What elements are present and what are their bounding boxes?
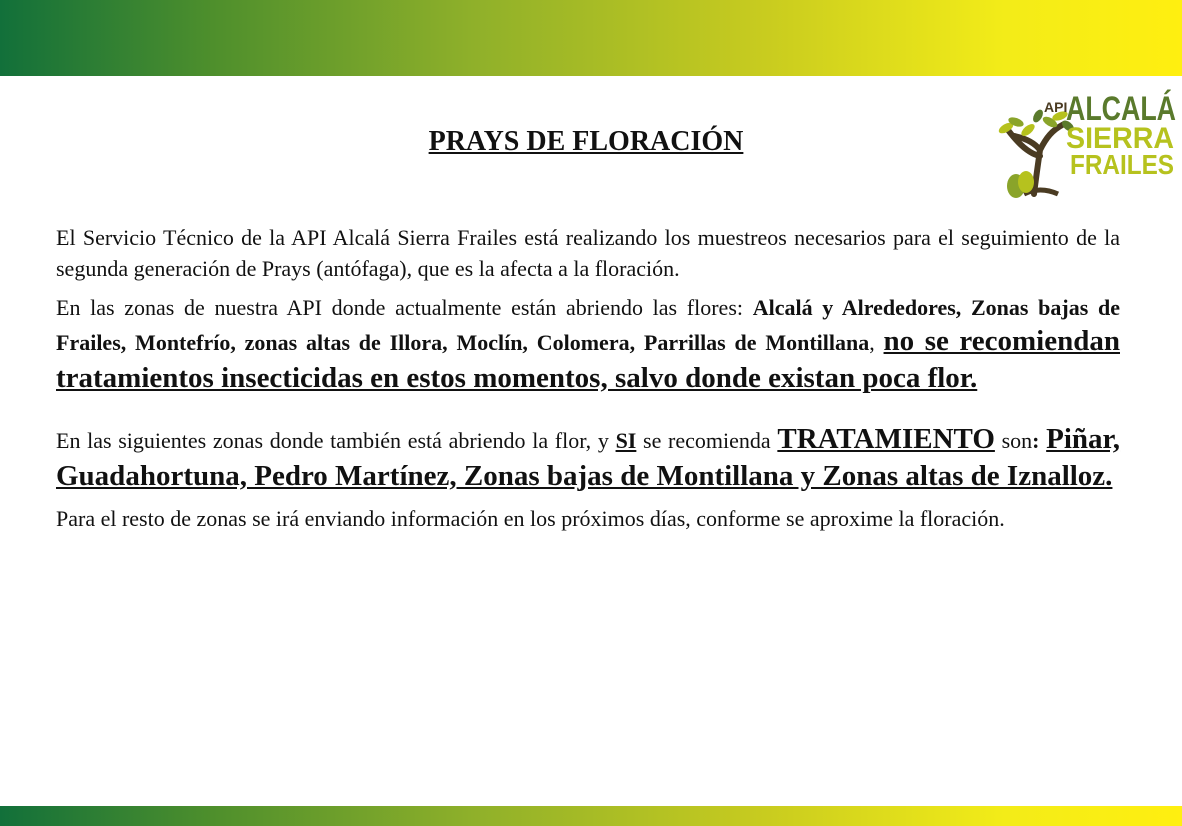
top-gradient-band <box>0 0 1182 76</box>
no-treatment-zones: Alcalá y Alrededores, Zonas bajas de Frailes, Montefrío, zonas altas de Illora, Moclín, Colomera, Parrillas de Montillana <box>56 295 1120 355</box>
no-treatment-intro: En las zonas de nuestra API donde actualmente están abriendo las flores: <box>56 295 753 320</box>
paragraph-intro: El Servicio Técnico de la API Alcalá Sierra Frailes está realizando los muestreos necesarios para el seguimiento de la segunda generación de Prays (antófaga), que es la afecta a la floración. <box>56 225 1120 281</box>
treatment-son: son <box>994 428 1033 453</box>
paragraph-treatment <box>56 421 1120 495</box>
paragraph-rest: Para el resto de zonas se irá enviando información en los próximos días, conforme se aproxime la floración. <box>56 506 1005 531</box>
logo-alcala-text: ALCALÁ <box>1066 90 1176 128</box>
logo-sierra-text: SIERRA <box>1066 122 1174 155</box>
page-title: PRAYS DE FLORACIÓN <box>428 126 744 157</box>
treatment-colon: : <box>1032 428 1047 453</box>
logo-api-text: API <box>1044 99 1068 115</box>
treatment-zones: Piñar, Guadahortuna, Pedro Martínez, Zonas bajas de Montillana y Zonas altas de Iznalloz. <box>56 423 1121 492</box>
logo-frailes-text: FRAILES <box>1070 149 1174 180</box>
bottom-gradient-band <box>0 806 1182 826</box>
treatment-si: SI <box>615 428 637 453</box>
no-treatment-warning: no se recomiendan tratamientos insecticidas en estos momentos, salvo donde existan poca flor. <box>56 325 1120 394</box>
document-body <box>56 222 1120 534</box>
treatment-intro: En las siguientes zonas donde también está abriendo la flor, y <box>56 428 616 453</box>
treatment-label: TRATAMIENTO <box>777 423 995 455</box>
paragraph-no-treatment <box>56 292 1120 397</box>
no-treatment-comma: , <box>869 330 884 355</box>
treatment-mid: se recomienda <box>636 428 778 453</box>
